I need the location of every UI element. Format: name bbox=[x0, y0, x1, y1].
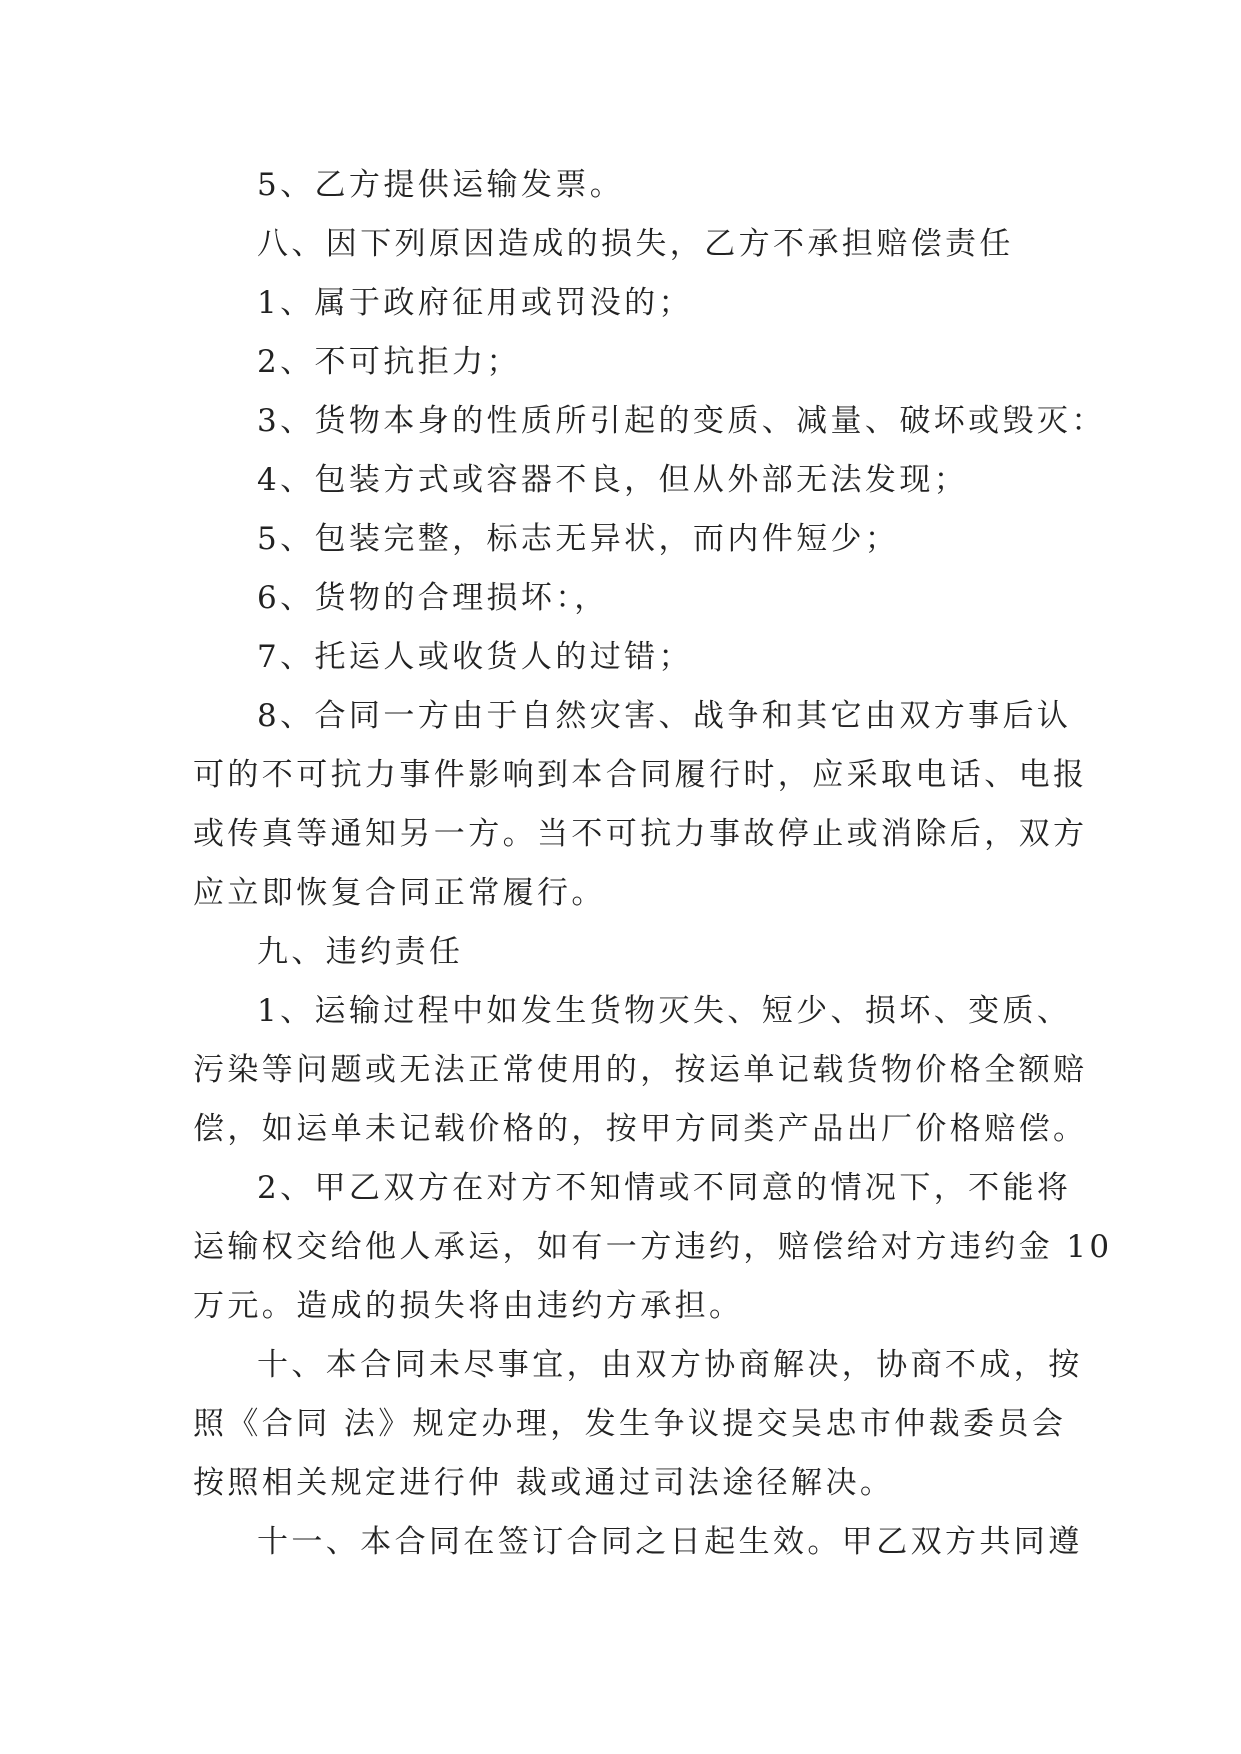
paragraph bbox=[193, 274, 1091, 333]
text-line: 2、不可抗拒力； bbox=[257, 344, 521, 380]
text-line: 5、乙方提供运输发票。 bbox=[257, 167, 625, 203]
text-line: 2、甲乙双方在对方不知情或不同意的情况下，不能将 bbox=[257, 1170, 1072, 1206]
text-line: 万元。造成的损失将由违约方承担。 bbox=[193, 1288, 744, 1324]
text-line: 可的不可抗力事件影响到本合同履行时，应采取电话、电报 bbox=[193, 757, 1088, 793]
paragraph bbox=[193, 628, 1091, 687]
text-line: 偿，如运单未记载价格的，按甲方同类产品出厂价格赔偿。 bbox=[193, 1111, 1088, 1147]
text-line: 5、包装完整，标志无异状，而内件短少； bbox=[257, 521, 900, 557]
paragraph bbox=[193, 333, 1091, 392]
paragraph bbox=[193, 1159, 1113, 1336]
paragraph bbox=[193, 392, 1106, 451]
text-line: 九、违约责任 bbox=[257, 934, 464, 970]
paragraph bbox=[193, 982, 1091, 1159]
text-line: 1、运输过程中如发生货物灭失、短少、损坏、变质、 bbox=[257, 993, 1072, 1029]
paragraph bbox=[193, 1513, 1091, 1572]
text-line: 污染等问题或无法正常使用的，按运单记载货物价格全额赔 bbox=[193, 1052, 1088, 1088]
section-heading bbox=[193, 215, 1091, 274]
text-line: 十一、本合同在签订合同之日起生效。甲乙双方共同遵 bbox=[257, 1524, 1083, 1560]
paragraph bbox=[193, 569, 1091, 628]
paragraph bbox=[193, 687, 1091, 923]
text-line: 照《合同 法》规定办理，发生争议提交吴忠市仲裁委员会 bbox=[193, 1406, 1067, 1442]
text-line: 十、本合同未尽事宜，由双方协商解决，协商不成，按 bbox=[257, 1347, 1083, 1383]
paragraph bbox=[193, 1336, 1091, 1513]
text-line: 或传真等通知另一方。当不可抗力事故停止或消除后，双方 bbox=[193, 816, 1088, 852]
paragraph bbox=[193, 156, 1091, 215]
text-line: 3、货物本身的性质所引起的变质、减量、破坏或毁灭： bbox=[257, 403, 1106, 439]
paragraph bbox=[193, 451, 1091, 510]
text-line: 7、托运人或收货人的过错； bbox=[257, 639, 693, 675]
text-line: 4、包装方式或容器不良，但从外部无法发现； bbox=[257, 462, 969, 498]
text-line: 运输权交给他人承运，如有一方违约，赔偿给对方违约金 10 bbox=[193, 1229, 1113, 1265]
text-line: 按照相关规定进行仲 裁或通过司法途径解决。 bbox=[193, 1465, 895, 1501]
text-line: 1、属于政府征用或罚没的； bbox=[257, 285, 693, 321]
text-line: 8、合同一方由于自然灾害、战争和其它由双方事后认 bbox=[257, 698, 1072, 734]
paragraph bbox=[193, 510, 1091, 569]
text-line: 应立即恢复合同正常履行。 bbox=[193, 875, 606, 911]
text-line: 八、因下列原因造成的损失，乙方不承担赔偿责任 bbox=[257, 226, 1014, 262]
section-heading bbox=[193, 923, 1091, 982]
text-line: 6、货物的合理损坏：， bbox=[257, 580, 609, 616]
